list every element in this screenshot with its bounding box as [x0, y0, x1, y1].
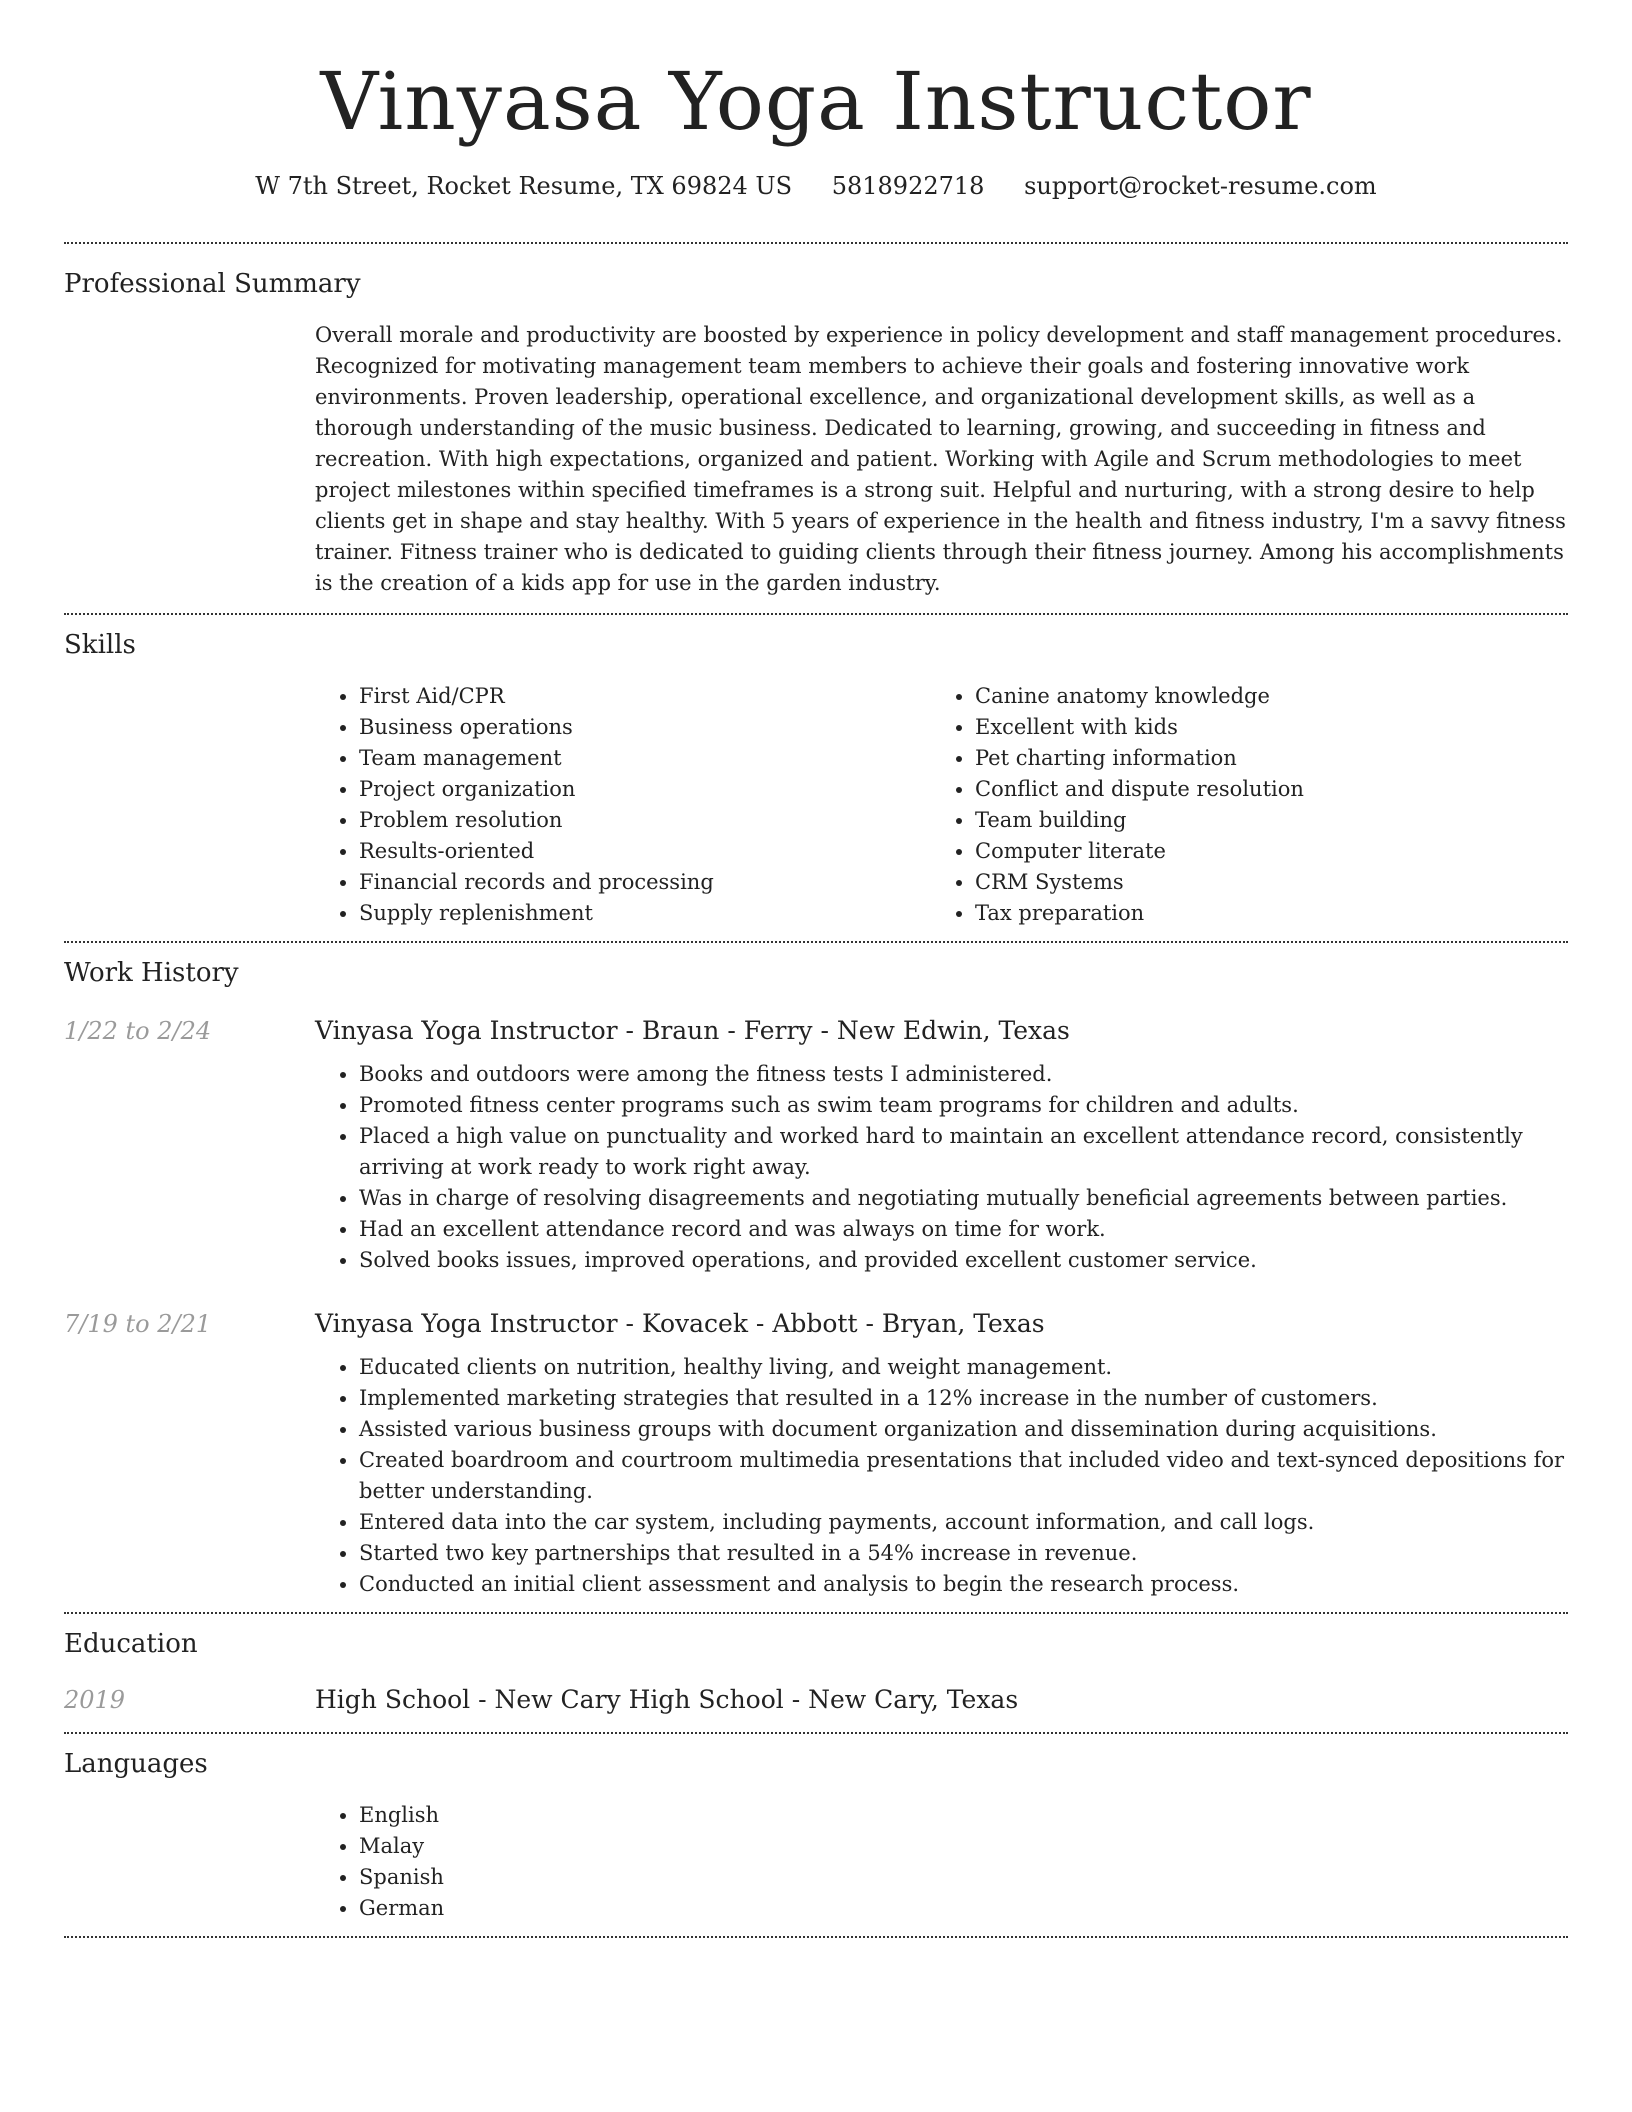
- language-item: • Malay: [359, 1831, 1568, 1862]
- skill-item: • Team building: [975, 805, 1547, 836]
- skill-item: • Supply replenishment: [359, 898, 931, 929]
- skill-item: • CRM Systems: [975, 867, 1547, 898]
- summary-section: [64, 244, 1568, 613]
- job-title: Vinyasa Yoga Instructor - Braun - Ferry - New Edwin, Texas: [315, 1016, 1070, 1045]
- job-bullet: • Books and outdoors were among the fitness tests I administered.: [359, 1059, 1568, 1090]
- job-bullet: • Started two key partnerships that resulted in a 54% increase in revenue.: [359, 1538, 1568, 1569]
- work-section: [64, 943, 1568, 1612]
- job-dates: 1/22 to 2/24: [64, 1017, 212, 1045]
- contact-phone: 5818922718: [831, 172, 985, 200]
- job-bullet: • Created boardroom and courtroom multimedia presentations that included video and text-synced depositions for better understanding.: [359, 1445, 1568, 1507]
- languages-content: [315, 1800, 1568, 1924]
- resume-page: [64, 0, 1568, 1938]
- contact-line: [64, 168, 1568, 204]
- job-bullet: • Entered data into the car system, including payments, account information, and call logs.: [359, 1507, 1568, 1538]
- candidate-name: Vinyasa Yoga Instructor: [320, 55, 1312, 148]
- summary-content: [315, 320, 1568, 599]
- skill-item: • Team management: [359, 743, 931, 774]
- resume-header: [64, 0, 1568, 204]
- education-heading: Education: [64, 1629, 198, 1659]
- language-item: • English: [359, 1800, 1568, 1831]
- language-item: • Spanish: [359, 1862, 1568, 1893]
- skill-item: • Pet charting information: [975, 743, 1547, 774]
- job-bullet: • Placed a high value on punctuality and worked hard to maintain an excellent attendance record, consistently arriving at work ready to work right away.: [359, 1121, 1568, 1183]
- skill-item: • Tax preparation: [975, 898, 1547, 929]
- contact-email: support@rocket-resume.com: [1024, 172, 1377, 200]
- education-school: High School - New Cary High School - New Cary, Texas: [315, 1685, 1019, 1714]
- education-section: [64, 1614, 1568, 1732]
- skills-column-left: [315, 681, 931, 929]
- skills-heading: Skills: [64, 630, 136, 660]
- job-bullet: • Assisted various business groups with document organization and dissemination during acquisitions.: [359, 1414, 1568, 1445]
- summary-text: Overall morale and productivity are boosted by experience in policy development and staff management procedures. Recognized for motivating management team members to achieve their goals and fostering innovative work environments. Proven leadership, operational excellence, and organizational development skills, as well as a thorough understanding of the music business. Dedicated to learning, growing, and succeeding in fitness and recreation. With high expectations, organized and patient. Working with Agile and Scrum methodologies to meet project milestones within specified timeframes is a strong suit. Helpful and nurturing, with a strong desire to help clients get in shape and stay healthy. With 5 years of experience in the health and fitness industry, I'm a savvy fitness trainer. Fitness trainer who is dedicated to guiding clients through their fitness journey. Among his accomplishments is the creation of a kids app for use in the garden industry.: [315, 323, 1566, 595]
- languages-heading: Languages: [64, 1749, 208, 1779]
- job-bullet: • Had an excellent attendance record and was always on time for work.: [359, 1214, 1568, 1245]
- skill-item: • Canine anatomy knowledge: [975, 681, 1547, 712]
- divider: [64, 1936, 1568, 1938]
- job-bullet: • Promoted fitness center programs such as swim team programs for children and adults.: [359, 1090, 1568, 1121]
- skill-item: • Excellent with kids: [975, 712, 1547, 743]
- skill-item: • Project organization: [359, 774, 931, 805]
- job-bullet: • Conducted an initial client assessment and analysis to begin the research process.: [359, 1569, 1568, 1600]
- job-bullet: • Was in charge of resolving disagreements and negotiating mutually beneficial agreements between parties.: [359, 1183, 1568, 1214]
- education-entry: [64, 1682, 1568, 1718]
- skills-grid: [315, 681, 1568, 929]
- skill-item: • Financial records and processing: [359, 867, 931, 898]
- languages-section: [64, 1734, 1568, 1936]
- skill-item: • Computer literate: [975, 836, 1547, 867]
- job-bullet: • Solved books issues, improved operations, and provided excellent customer service.: [359, 1245, 1568, 1276]
- language-item: • German: [359, 1893, 1568, 1924]
- education-year: 2019: [64, 1686, 126, 1714]
- skill-item: • Business operations: [359, 712, 931, 743]
- skill-item: • Problem resolution: [359, 805, 931, 836]
- skill-item: • Conflict and dispute resolution: [975, 774, 1547, 805]
- skills-section: [64, 615, 1568, 941]
- job-title: Vinyasa Yoga Instructor - Kovacek - Abbott - Bryan, Texas: [315, 1309, 1045, 1338]
- skill-item: • First Aid/CPR: [359, 681, 931, 712]
- skill-item: • Results-oriented: [359, 836, 931, 867]
- summary-heading: Professional Summary: [64, 269, 361, 299]
- job-bullet: • Educated clients on nutrition, healthy living, and weight management.: [359, 1352, 1568, 1383]
- job-entry: [64, 1306, 1568, 1600]
- skills-column-right: [931, 681, 1547, 929]
- job-bullet: • Implemented marketing strategies that resulted in a 12% increase in the number of customers.: [359, 1383, 1568, 1414]
- job-dates: 7/19 to 2/21: [64, 1310, 212, 1338]
- contact-address: W 7th Street, Rocket Resume, TX 69824 US: [255, 172, 793, 200]
- job-entry: [64, 1013, 1568, 1276]
- work-heading: Work History: [64, 958, 239, 988]
